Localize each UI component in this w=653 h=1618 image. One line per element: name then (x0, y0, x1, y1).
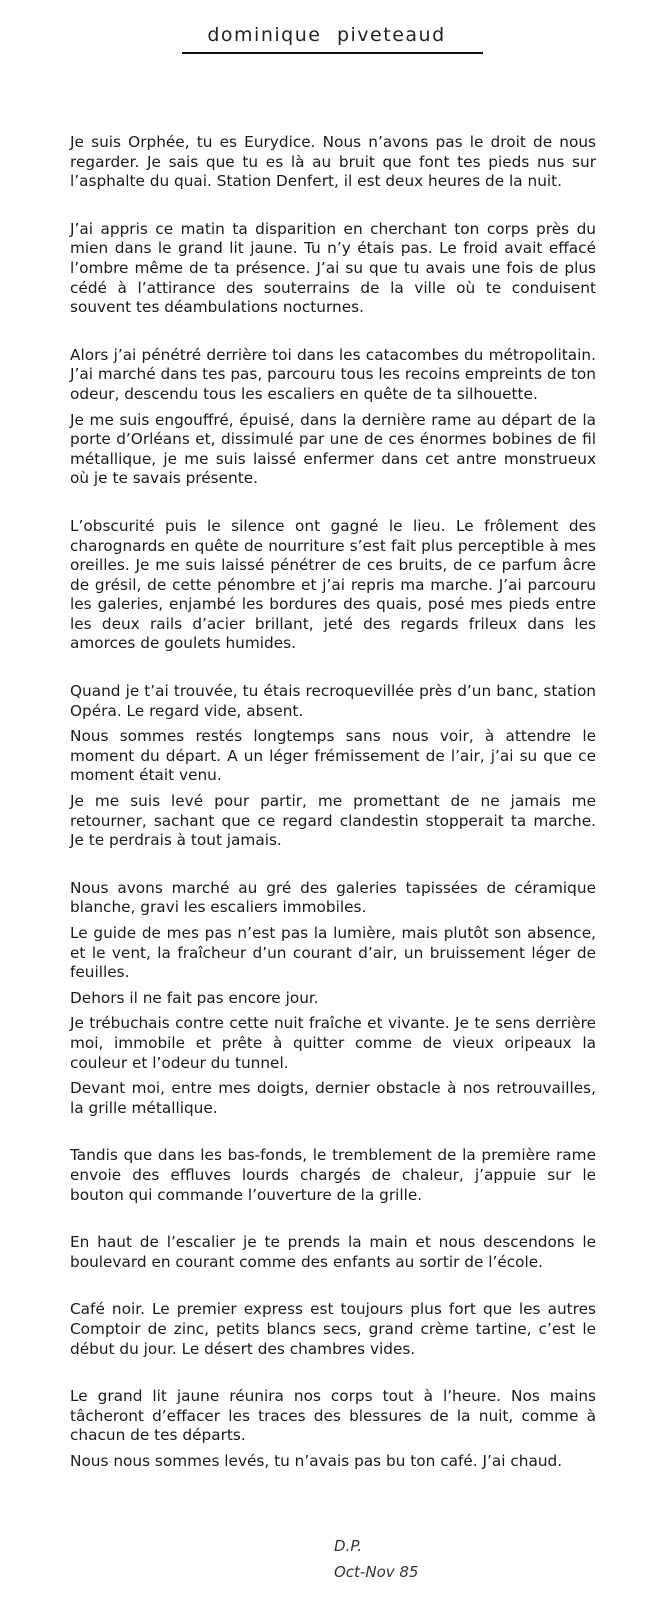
header-rule (182, 52, 483, 54)
paragraph: Je me suis engouffré, épuisé, dans la dernière rame au départ de la porte d’Orléans et, dissimulé par une de ces énormes bobines de fil métallique, je me suis laissé enfermer dans cet antre monstrueux où je te savais présente. (70, 410, 596, 488)
paragraph: Alors j’ai pénétré derrière toi dans les catacombes du métropolitain. J’ai marché dans tes pas, parcouru tous les recoins empreints de ton odeur, descendu tous les escaliers en quête de ta silhouette. (70, 345, 596, 403)
paragraph: Nous sommes restés longtemps sans nous voir, à attendre le moment du départ. A un léger frémissement de l’air, j’ai su que ce moment était venu. (70, 727, 596, 785)
paragraph: Nous nous sommes levés, tu n’avais pas bu ton café. J’ai chaud. (70, 1451, 563, 1470)
paragraph: Tandis que dans les bas-fonds, le tremblement de la première rame envoie des effluves lourds chargés de chaleur, j’appuie sur le bouton qui commande l’ouverture de la grille. (70, 1146, 596, 1204)
paragraph: L’obscurité puis le silence ont gagné le lieu. Le frôlement des charognards en quête de nourriture s’est fait plus perceptible à mes oreilles. Je me suis laissé pénétrer de ces bruits, de ce parfum âcre de grésil, de cette pénombre et j’ai repris ma marche. J’ai parcouru les galeries, enjambé les bordures des quais, posé mes pieds entre les deux rails d’acier brillant, jeté des regards frileux dans les amorces de goulets humides. (70, 516, 596, 653)
paragraph: Je trébuchais contre cette nuit fraîche et vivante. Je te sens derrière moi, immobile et prête à quitter comme de vieux oripeaux la couleur et l’odeur du tunnel. (70, 1014, 596, 1072)
paragraph: Dehors il ne fait pas encore jour. (70, 988, 319, 1007)
signature-date: Oct-Nov 85 (334, 1563, 419, 1581)
paragraph: Devant moi, entre mes doigts, dernier obstacle à nos retrouvailles, la grille métallique. (70, 1079, 596, 1117)
paragraph: En haut de l’escalier je te prends la main et nous descendons le boulevard en courant comme des enfants au sortir de l’école. (70, 1233, 596, 1271)
paragraph: Le guide de mes pas n’est pas la lumière, mais plutôt son absence, et le vent, la fraîcheur d’un courant d’air, un bruissement léger de feuilles. (70, 924, 596, 982)
paragraph: Je me suis levé pour partir, me promettant de ne jamais me retourner, sachant que ce regard clandestin stopperait ta marche. Je te perdrais à tout jamais. (70, 792, 596, 850)
signature-initials: D.P. (334, 1537, 363, 1555)
paragraph: Quand je t’ai trouvée, tu étais recroquevillée près d’un banc, station Opéra. Le regard vide, absent. (70, 682, 596, 720)
body-text (70, 133, 596, 1471)
paragraph: J’ai appris ce matin ta disparition en cherchant ton corps près du mien dans le grand lit jaune. Tu n’y étais pas. Le froid avait effacé l’ombre même de ta présence. J’ai su que tu avais une fois de plus cédé à l’attirance des souterrains de la ville où te conduisent souvent tes déambulations nocturnes. (70, 219, 596, 317)
paragraph: Nous avons marché au gré des galeries tapissées de céramique blanche, gravi les escaliers immobiles. (70, 878, 596, 917)
author-name: dominique piveteaud (207, 24, 446, 46)
paragraph: Je suis Orphée, tu es Eurydice. Nous n’avons pas le droit de nous regarder. Je sais que tu es là au bruit que font tes pieds nus sur l’asphalte du quai. Station Denfert, il est deux heures de la nuit. (70, 133, 596, 191)
paragraph: Café noir. Le premier express est toujours plus fort que les autres Comptoir de zinc, petits blancs secs, grand crème tartine, c’est le début du jour. Le désert des chambres vides. (70, 1300, 596, 1358)
paragraph: Le grand lit jaune réunira nos corps tout à l’heure. Nos mains tâcheront d’effacer les traces des blessures de la nuit, comme à chacun de tes départs. (70, 1387, 596, 1445)
page-header (0, 24, 653, 46)
